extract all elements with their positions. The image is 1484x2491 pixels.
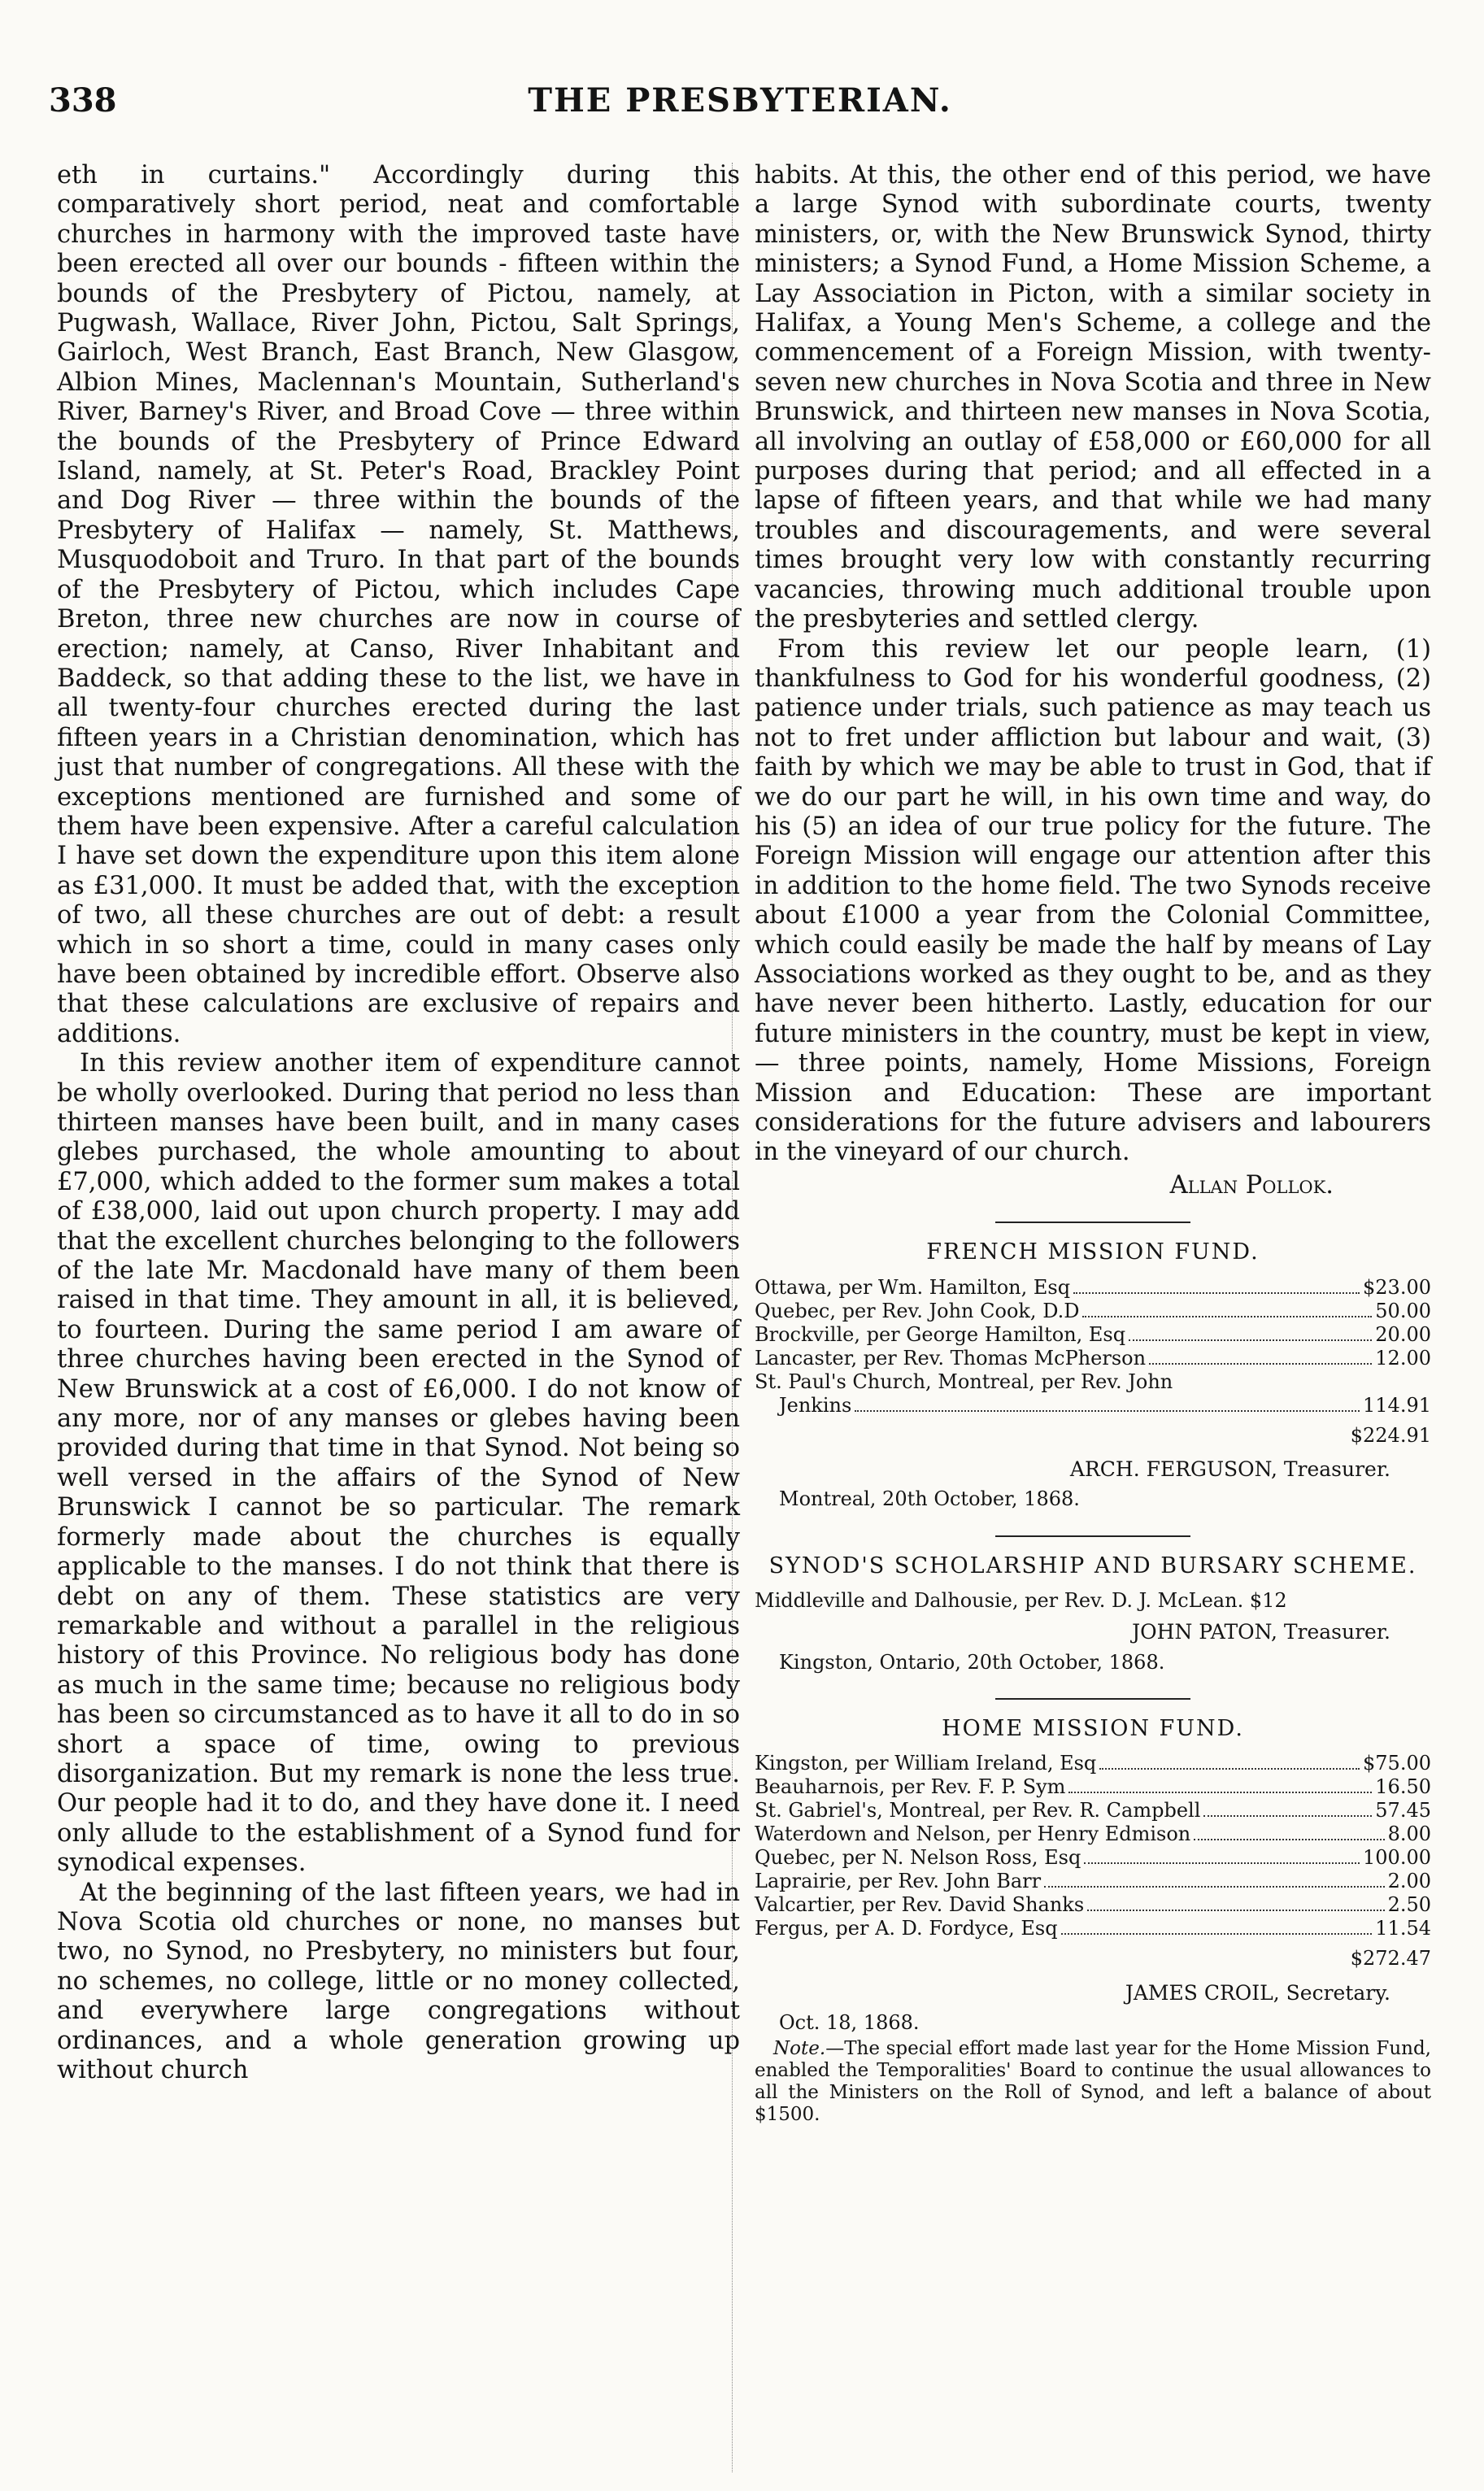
right-paragraph-1: habits. At this, the other end of this period, we have a large Synod with subordinate courts, twenty ministers, or, with the New Brunswick Synod, thirty ministers; a Synod Fund, a Home Mission Scheme, a Lay Association in Picton, with a similar society in Halifax, a Young Men's Scheme, a college and the commencement of a Foreign Mission, with twenty-seven new churches in Nova Scotia and three in New Brunswick, and thirteen new manses in Nova Scotia, all involving an outlay of £58,000 or £60,000 for all purposes during that period; and all effected in a lapse of fifteen years, and that while we had many troubles and discouragements, and were several times brought very low with constantly recurring vacancies, throwing much additional trouble upon the presbyteries and settled clergy.	[755, 161, 1431, 634]
article-signature: Allan Pollok.	[1169, 1170, 1334, 1200]
ledger-row: Laprairie, per Rev. John Barr 2.00	[755, 1870, 1431, 1893]
note-text: —The special effort made last year for the Home Mission Fund, enabled the Temporalities' Board to continue the usual allowances to all the Ministers on the Roll of Synod, and left a balance of about $1500.	[755, 2037, 1431, 2125]
home-mission-secretary: JAMES CROIL, Secretary.	[1125, 1980, 1390, 2005]
page-number: 338	[49, 81, 117, 120]
french-mission-treasurer: ARCH. FERGUSON, Treasurer.	[1069, 1457, 1390, 1482]
home-mission-title: HOME MISSION FUND.	[942, 1716, 1244, 1742]
home-mission-section	[755, 1714, 1431, 2126]
left-paragraph-2: In this review another item of expenditure cannot be wholly overlooked. During that period no less than thirteen manses have been built, and in many cases glebes purchased, the whole amounting to about £7,000, which added to the former sum makes a total of £38,000, laid out upon church property. I may add that the excellent churches belonging to the followers of the late Mr. Macdonald have many of them been raised in that time. They amount in all, it is believed, to fourteen. During the same period I am aware of three churches having been erected in the Synod of New Brunswick at a cost of £6,000. I do not know of any more, nor of any manses or glebes having been provided during that time in that Synod. Not being so well versed in the affairs of the Synod of New Brunswick I cannot be so particular. The remark formerly made about the churches is equally applicable to the manses. I do not think that there is debt on any of them. These statistics are very remarkable and without a parallel in the religious history of this Province. No religious body has done as much in the same time; because no religious body has been so circumstanced as to have it all to do in so short a space of time, owing to previous disorganization. But my remark is none the less true. Our people had it to do, and they have done it. I need only allude to the establishment of a Synod fund for synodical expenses.	[57, 1049, 740, 1878]
ledger-row: Valcartier, per Rev. David Shanks 2.50	[755, 1893, 1431, 1917]
ledger-row: Jenkins 114.91	[779, 1393, 1431, 1417]
ledger-row: Waterdown and Nelson, per Henry Edmison 8.00	[755, 1823, 1431, 1846]
left-paragraph-3: At the beginning of the last fifteen years, we had in Nova Scotia old churches or none, no manses but two, no Synod, no Presbytery, no ministers but four, no schemes, no college, little or no money collected, and everywhere large congregations without ordinances, and a whole generation growing up without church	[57, 1878, 740, 2084]
scholarship-entry: Middleville and Dalhousie, per Rev. D. J. McLean. $12	[755, 1589, 1287, 1613]
left-column	[57, 161, 740, 2085]
home-mission-ledger	[755, 1752, 1431, 1940]
running-title: THE PRESBYTERIAN.	[528, 81, 952, 120]
ledger-row: Brockville, per George Hamilton, Esq 20.00	[755, 1322, 1431, 1346]
scholarship-section	[755, 1552, 1431, 1677]
ledger-row: Quebec, per N. Nelson Ross, Esq 100.00	[755, 1846, 1431, 1870]
ledger-row: Kingston, per William Ireland, Esq $75.00	[755, 1752, 1431, 1775]
ledger-row: Quebec, per Rev. John Cook, D.D 50.00	[755, 1299, 1431, 1322]
french-mission-ledger	[755, 1276, 1431, 1418]
home-mission-total: $272.47	[1350, 1947, 1431, 1971]
ledger-row: Lancaster, per Rev. Thomas McPherson 12.00	[755, 1346, 1431, 1370]
scholarship-treasurer: JOHN PATON, Treasurer.	[1132, 1620, 1390, 1644]
section-rule	[995, 1535, 1190, 1537]
page-header	[49, 81, 1431, 138]
french-mission-section	[755, 1238, 1431, 1514]
home-mission-note	[755, 2038, 1431, 2126]
section-rule	[995, 1698, 1190, 1700]
scholarship-date: Kingston, Ontario, 20th October, 1868.	[779, 1650, 1165, 1674]
ledger-row: St. Paul's Church, Montreal, per Rev. John	[755, 1370, 1173, 1393]
section-rule	[995, 1222, 1190, 1223]
ledger-row: St. Gabriel's, Montreal, per Rev. R. Campbell 57.45	[755, 1799, 1431, 1823]
note-label: Note.	[773, 2037, 826, 2059]
french-mission-total: $224.91	[1350, 1423, 1431, 1447]
french-mission-date: Montreal, 20th October, 1868.	[779, 1487, 1080, 1511]
right-paragraph-2: From this review let our people learn, (1) thankfulness to God for his wonderful goodness, (2) patience under trials, such patience as may teach us not to fret under affliction but labour and wait, (3) faith by which we may be able to trust in God, that if we do our part he will, in his own time and way, do his (5) an idea of our true policy for the future. The Foreign Mission will engage our attention after this in addition to the home field. The two Synods receive about £1000 a year from the Colonial Committee, which could easily be made the half by means of Lay Associations worked as they ought to be, and as they have never been hitherto. Lastly, education for our future ministers in the country, must be kept in view, — three points, namely, Home Missions, Foreign Mission and Education: These are important considerations for the future advisers and labourers in the vineyard of our church.	[755, 634, 1431, 1167]
ledger-row: Ottawa, per Wm. Hamilton, Esq $23.00	[755, 1275, 1431, 1299]
french-mission-title: FRENCH MISSION FUND.	[926, 1239, 1260, 1265]
home-mission-date: Oct. 18, 1868.	[779, 2011, 920, 2035]
right-column	[755, 161, 1431, 2126]
left-paragraph-1: eth in curtains." Accordingly during this comparatively short period, neat and comfortable churches in harmony with the improved taste have been erected all over our bounds - fifteen within the bounds of the Presbytery of Pictou, namely, at Pugwash, Wallace, River John, Pictou, Salt Springs, Gairloch, West Branch, East Branch, New Glasgow, Albion Mines, Maclennan's Mountain, Sutherland's River, Barney's River, and Broad Cove — three within the bounds of the Presbytery of Prince Edward Island, namely, at St. Peter's Road, Brackley Point and Dog River — three within the bounds of the Presbytery of Halifax — namely, St. Matthews, Musquodoboit and Truro. In that part of the bounds of the Presbytery of Pictou, which includes Cape Breton, three new churches are now in course of erection; namely, at Canso, River Inhabitant and Baddeck, so that adding these to the list, we have in all twenty-four churches erected during the last fifteen years in a Christian denomination, which has just that number of congregations. All these with the exceptions mentioned are furnished and some of them have been expensive. After a careful calculation I have set down the expenditure upon this item alone as £31,000. It must be added that, with the exception of two, all these churches are out of debt: a result which in so short a time, could in many cases only have been obtained by incredible effort. Observe also that these calculations are exclusive of repairs and additions.	[57, 161, 740, 1048]
ledger-row: Beauharnois, per Rev. F. P. Sym 16.50	[755, 1775, 1431, 1799]
ledger-row: Fergus, per A. D. Fordyce, Esq 11.54	[755, 1917, 1431, 1940]
scholarship-title: SYNOD'S SCHOLARSHIP AND BURSARY SCHEME.	[768, 1553, 1417, 1579]
